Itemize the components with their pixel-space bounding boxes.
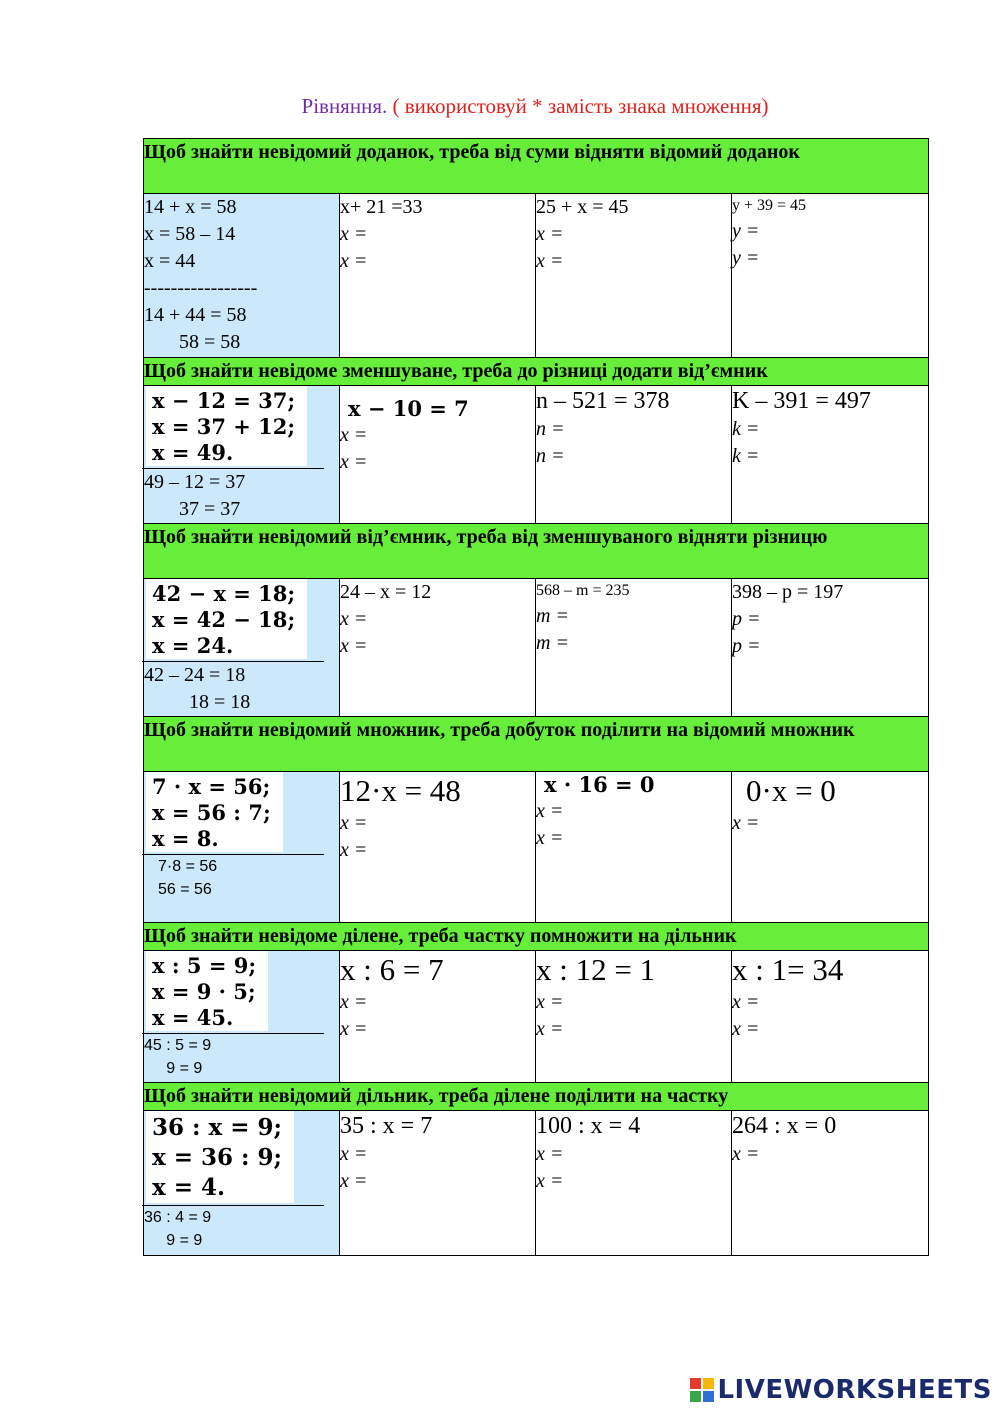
task-cell	[340, 194, 536, 358]
section-header-row	[144, 139, 929, 194]
solution-line: x = 24.	[152, 633, 234, 658]
answer-field[interactable]: x =	[536, 1170, 564, 1192]
example-solution	[146, 951, 268, 1031]
example-cell	[144, 579, 340, 717]
answer-field[interactable]: p =	[732, 608, 761, 630]
section-header-row	[144, 1083, 929, 1111]
logo-square	[703, 1378, 714, 1389]
logo-square	[690, 1391, 701, 1402]
task-cell	[536, 386, 732, 524]
rule-header: Щоб знайти невідомий від’ємник, треба від зменшуваного відняти різницю	[144, 524, 929, 579]
task-cell	[732, 386, 929, 524]
section-header-row	[144, 524, 929, 579]
answer-field[interactable]: x =	[340, 635, 368, 657]
answer-field[interactable]: x =	[340, 1018, 368, 1040]
task-equation: 35 : x = 7	[340, 1113, 433, 1139]
answer-field[interactable]: y =	[732, 220, 760, 242]
answer-field[interactable]: x =	[536, 991, 564, 1013]
example-cell	[144, 1111, 340, 1256]
answer-field[interactable]: x =	[340, 250, 368, 272]
task-equation: 100 : x = 4	[536, 1113, 641, 1139]
solution-line: x = 49.	[152, 440, 234, 465]
solution-line: x = 36 : 9;	[152, 1144, 283, 1171]
section-header-row	[144, 358, 929, 386]
answer-field[interactable]: x =	[340, 223, 368, 245]
answer-field[interactable]: x =	[340, 1143, 368, 1165]
answer-field[interactable]: k =	[732, 445, 760, 467]
task-equation: x − 10 = 7	[342, 386, 481, 422]
task-cell	[536, 579, 732, 717]
answer-field[interactable]: x =	[732, 812, 760, 834]
example-cell	[144, 951, 340, 1083]
logo-icon	[690, 1378, 714, 1402]
solution-line: 7 · x = 56;	[152, 774, 271, 799]
title-instruction: ( використовуй * замість знака множення)	[387, 94, 769, 118]
task-equation: x · 16 = 0	[538, 772, 667, 798]
task-equation: 568 – m = 235	[536, 582, 630, 599]
check-line: 42 – 24 = 18	[144, 664, 246, 686]
task-cell	[732, 772, 929, 923]
task-cell	[536, 951, 732, 1083]
example-cell	[144, 386, 340, 524]
page-title	[0, 94, 1000, 119]
answer-field[interactable]: x =	[340, 608, 368, 630]
rule-header: Щоб знайти невідомий множник, треба добуток поділити на відомий множник	[144, 717, 929, 772]
check-line: 18 = 18	[144, 691, 251, 713]
task-cell	[732, 951, 929, 1083]
answer-field[interactable]: x =	[340, 451, 368, 473]
answer-field[interactable]: y =	[732, 247, 760, 269]
logo-square	[703, 1391, 714, 1402]
solution-line: x : 5 = 9;	[152, 953, 257, 978]
liveworksheets-logo	[690, 1375, 992, 1405]
task-cell	[340, 579, 536, 717]
example-solution	[146, 386, 307, 466]
answer-field[interactable]: x =	[732, 1018, 760, 1040]
task-equation: 12·x = 48	[340, 773, 461, 808]
answer-field[interactable]: x =	[536, 1143, 564, 1165]
section-row	[144, 386, 929, 524]
solution-line: 42 − x = 18;	[152, 581, 296, 606]
solution-line: x = 56 : 7;	[152, 800, 271, 825]
answer-field[interactable]: m =	[536, 632, 569, 654]
example-line: x = 58 – 14	[144, 223, 236, 245]
solution-line: 36 : x = 9;	[152, 1114, 283, 1141]
answer-field[interactable]: x =	[536, 223, 564, 245]
task-cell	[536, 194, 732, 358]
check-line: 36 : 4 = 9	[144, 1209, 212, 1226]
answer-field[interactable]: x =	[536, 800, 564, 822]
example-line: 58 = 58	[144, 331, 241, 353]
task-cell	[340, 1111, 536, 1256]
solution-line: x − 12 = 37;	[152, 388, 296, 413]
brand-name: LIVEWORKSHEETS	[717, 1375, 992, 1405]
task-cell	[340, 772, 536, 923]
example-solution	[146, 579, 307, 659]
task-equation: y + 39 = 45	[732, 197, 807, 214]
task-equation: 398 – p = 197	[732, 581, 844, 603]
rule-header: Щоб знайти невідоме ділене, треба частку помножити на дільник	[144, 923, 929, 951]
answer-field[interactable]: x =	[340, 991, 368, 1013]
section-header-row	[144, 717, 929, 772]
section-row	[144, 1111, 929, 1256]
answer-field[interactable]: x =	[340, 1170, 368, 1192]
task-equation: x : 6 = 7	[340, 952, 444, 987]
example-cell	[144, 772, 340, 923]
check-line: 9 = 9	[144, 1232, 203, 1249]
check-line: 9 = 9	[144, 1060, 203, 1077]
example-cell	[144, 194, 340, 358]
check-line: 37 = 37	[144, 498, 241, 520]
answer-field[interactable]: x =	[340, 424, 368, 446]
example-line: 14 + x = 58	[144, 196, 237, 218]
task-cell	[732, 579, 929, 717]
task-equation: 0·x = 0	[746, 773, 836, 808]
answer-field[interactable]: p =	[732, 635, 761, 657]
answer-field[interactable]: x =	[340, 812, 368, 834]
answer-field[interactable]: x =	[536, 250, 564, 272]
equations-table	[143, 138, 929, 1256]
task-cell	[536, 1111, 732, 1256]
solution-line: x = 42 − 18;	[152, 607, 296, 632]
solution-line: x = 9 · 5;	[152, 979, 256, 1004]
example-line: x = 44	[144, 250, 196, 272]
section-row	[144, 951, 929, 1083]
rule-header: Щоб знайти невідоме зменшуване, треба до різниці додати від’ємник	[144, 358, 929, 386]
check-line: 7·8 = 56	[158, 858, 218, 875]
check-line: 56 = 56	[158, 881, 212, 898]
example-solution	[146, 1111, 294, 1203]
task-cell	[732, 194, 929, 358]
example-line: -----------------	[144, 277, 258, 299]
check-line: 45 : 5 = 9	[144, 1037, 212, 1054]
answer-field[interactable]: x =	[732, 1143, 760, 1165]
solution-line: x = 4.	[152, 1174, 226, 1201]
answer-field[interactable]: n =	[536, 418, 565, 440]
section-header-row	[144, 923, 929, 951]
answer-field[interactable]: k =	[732, 418, 760, 440]
task-cell	[340, 386, 536, 524]
task-equation: x : 12 = 1	[536, 952, 656, 987]
rule-header: Щоб знайти невідомий доданок, треба від суми відняти відомий доданок	[144, 139, 929, 194]
check-line: 49 – 12 = 37	[144, 471, 246, 493]
section-row	[144, 772, 929, 923]
task-cell	[536, 772, 732, 923]
task-equation: 264 : x = 0	[732, 1113, 837, 1139]
solution-line: x = 45.	[152, 1005, 234, 1030]
task-equation: x+ 21 =33	[340, 196, 423, 218]
example-line: 14 + 44 = 58	[144, 304, 247, 326]
section-row	[144, 194, 929, 358]
answer-field[interactable]: m =	[536, 605, 569, 627]
logo-square	[690, 1378, 701, 1389]
section-row	[144, 579, 929, 717]
task-equation: 24 – x = 12	[340, 581, 432, 603]
task-equation: 25 + x = 45	[536, 196, 629, 218]
task-equation: K – 391 = 497	[732, 388, 871, 414]
task-cell	[732, 1111, 929, 1256]
task-equation: x : 1= 34	[732, 952, 844, 987]
example-solution	[146, 772, 283, 852]
answer-field[interactable]: n =	[536, 445, 565, 467]
task-cell	[340, 951, 536, 1083]
solution-line: x = 37 + 12;	[152, 414, 296, 439]
answer-field[interactable]: x =	[536, 827, 564, 849]
rule-header: Щоб знайти невідомий дільник, треба ділене поділити на частку	[144, 1083, 929, 1111]
solution-line: x = 8.	[152, 826, 219, 851]
answer-field[interactable]: x =	[732, 991, 760, 1013]
answer-field[interactable]: x =	[340, 839, 368, 861]
task-equation: n – 521 = 378	[536, 388, 670, 414]
answer-field[interactable]: x =	[536, 1018, 564, 1040]
title-main: Рівняння.	[301, 94, 388, 118]
